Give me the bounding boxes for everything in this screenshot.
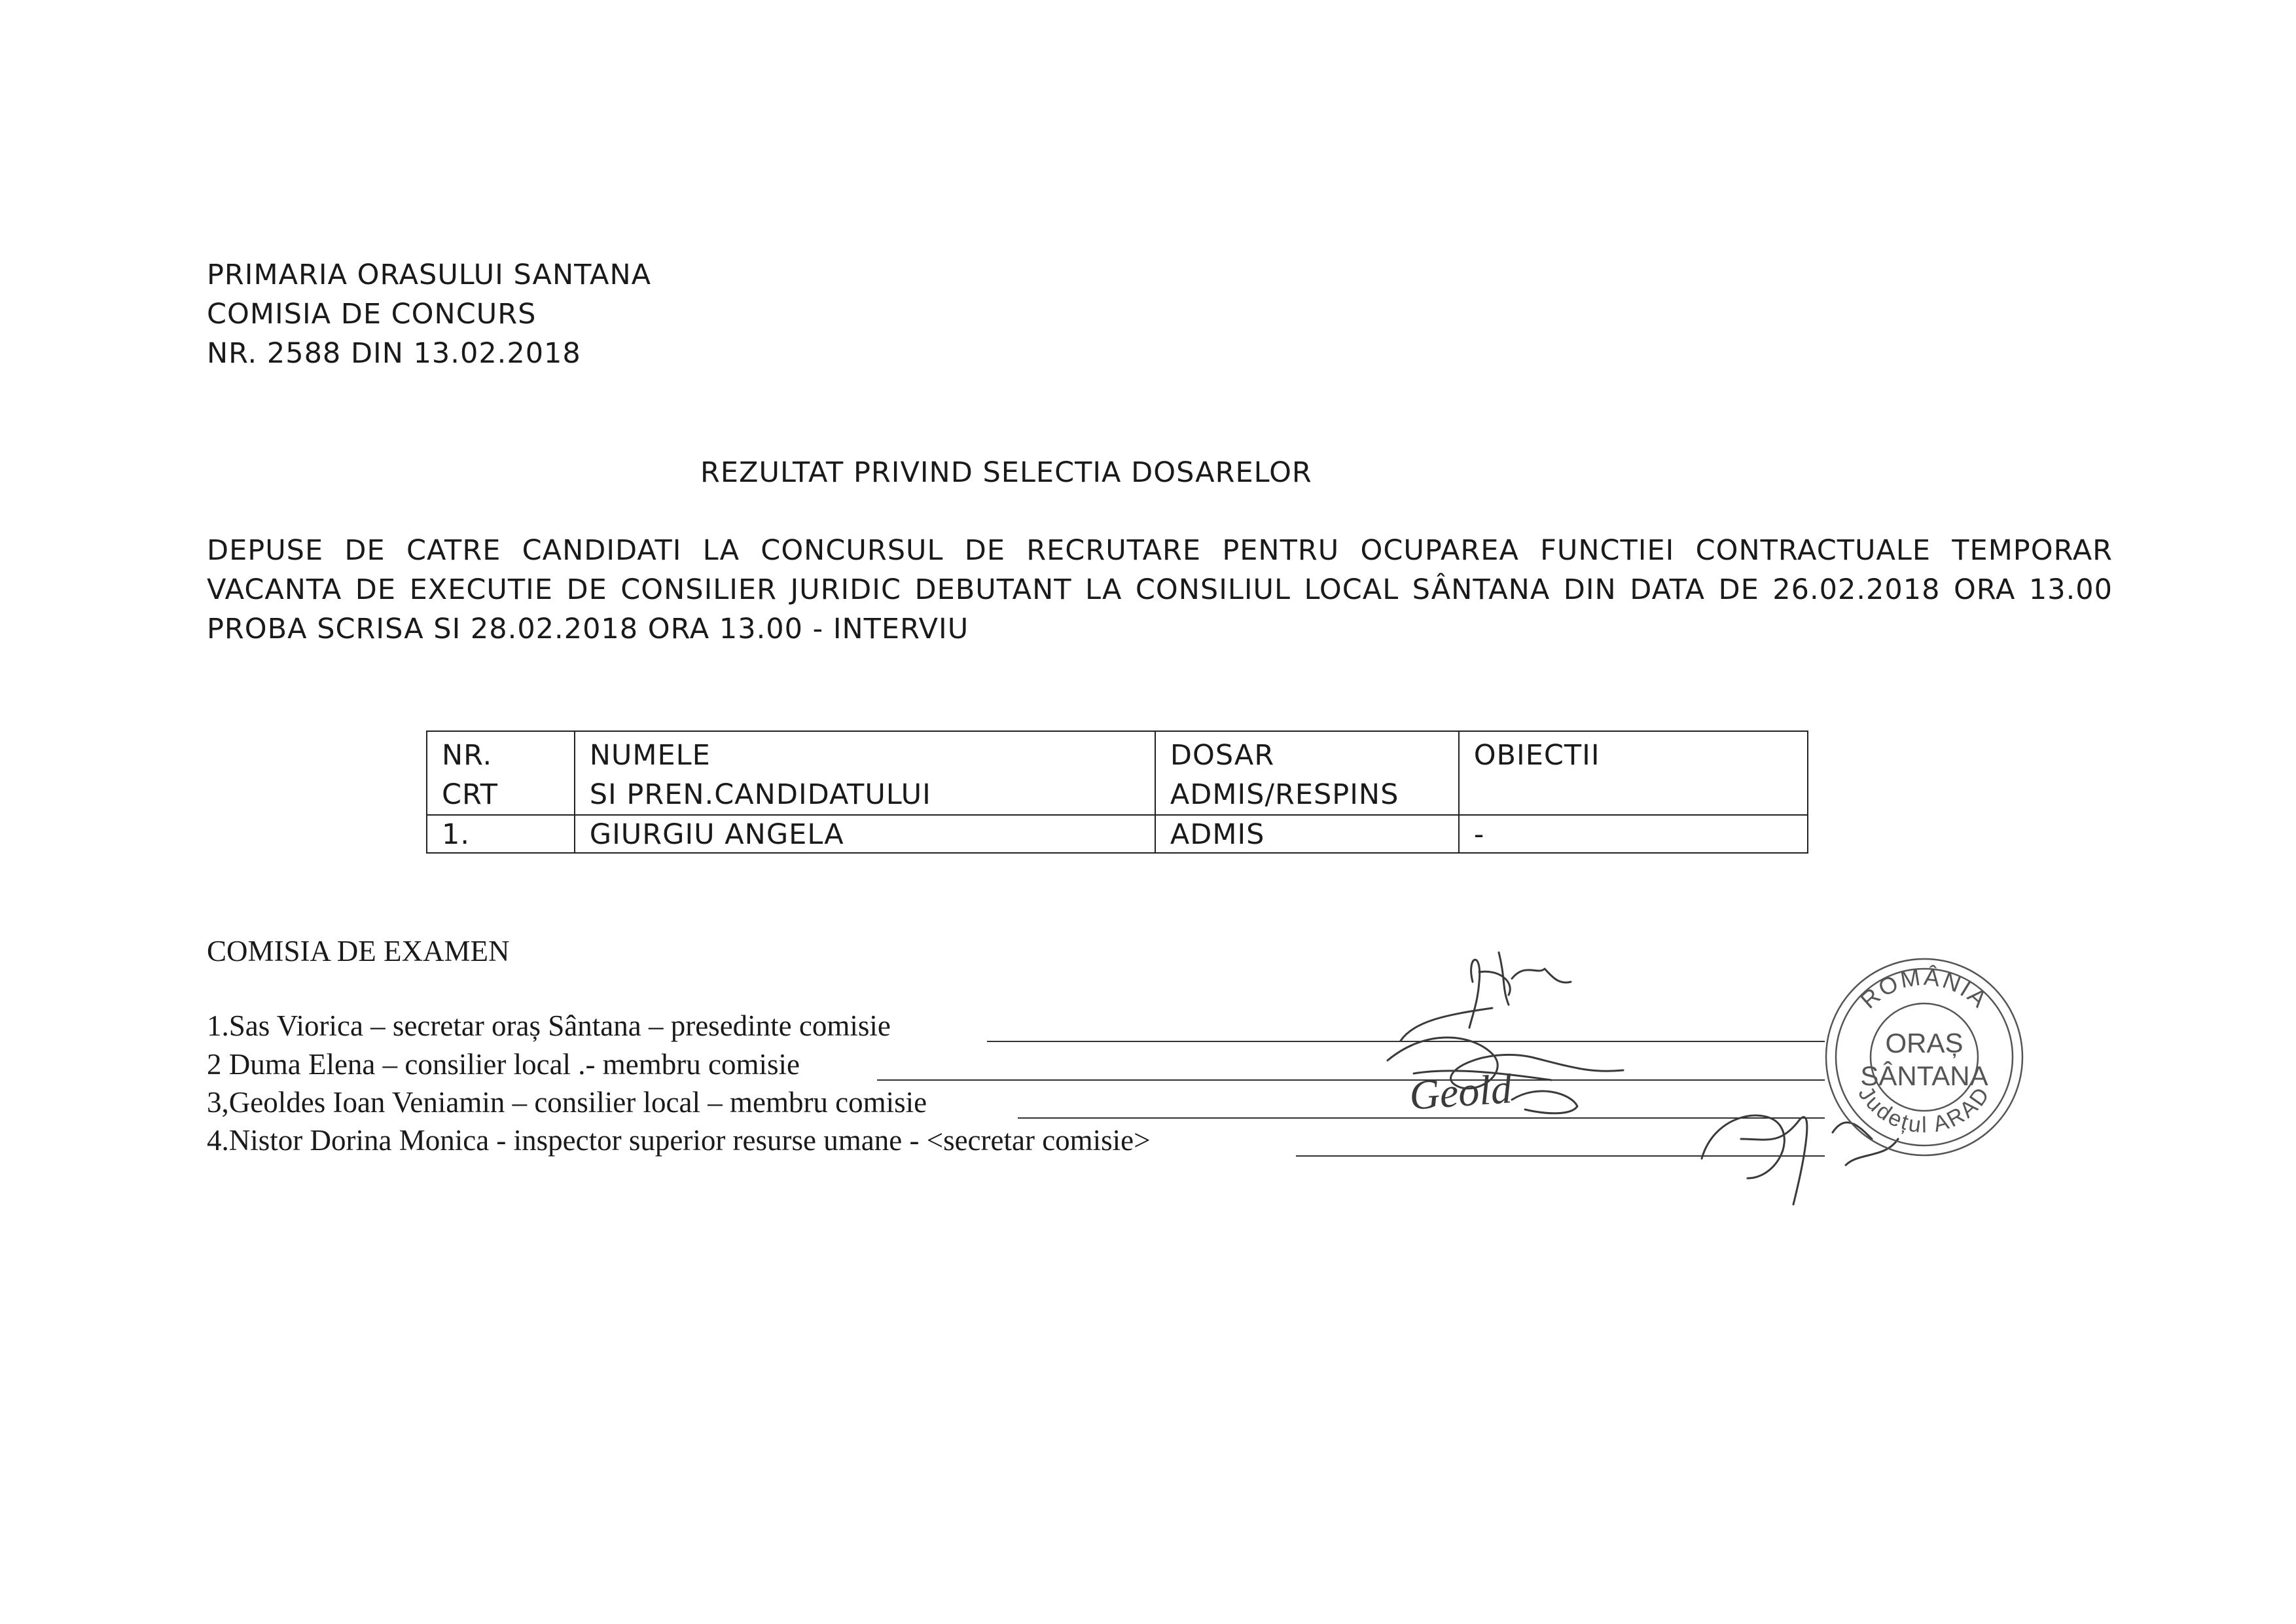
svg-text:Județul ARAD: Județul ARAD (1853, 1081, 1996, 1138)
svg-text:SÂNTANA: SÂNTANA (1860, 1060, 1988, 1091)
committee-member-4: 4.Nistor Dorina Monica - inspector superior resurse umane - <secretar comisie> (207, 1124, 1151, 1157)
document-number: NR. 2588 DIN 13.02.2018 (207, 337, 581, 370)
header-cell-objections: OBIECTII (1459, 731, 1808, 815)
svg-text:ORAȘ: ORAȘ (1885, 1028, 1964, 1058)
committee-title: COMISIA DE EXAMEN (207, 935, 510, 967)
committee-member-3: 3,Geoldes Ioan Veniamin – consilier local – membru comisie (207, 1086, 927, 1119)
signature-3-icon: Geold (1408, 1065, 1514, 1119)
committee-member-1: 1.Sas Viorica – secretar oraș Sântana – presedinte comisie (207, 1009, 891, 1042)
header-cell-name: NUMELE SI PREN.CANDIDATULUI (575, 731, 1155, 815)
committee-name: COMISIA DE CONCURS (207, 298, 537, 331)
cell-nr: 1. (427, 815, 575, 853)
signatures-and-stamp (1374, 943, 2055, 1218)
header-cell-status: DOSAR ADMIS/RESPINS (1155, 731, 1459, 815)
document-description: DEPUSE DE CATRE CANDIDATI LA CONCURSUL DE RECRUTARE PENTRU OCUPAREA FUNCTIEI CONTRACTUALE TEMPORAR VACANTA DE EXECUTIE DE CONSILIER JURIDIC DEBUTANT LA CONSILIUL LOCAL SÂNTANA DIN DATA DE 26.02.2018 ORA 13.00 PROBA SCRISA SI 28.02.2018 ORA 13.00 - INTERVIU (207, 534, 2113, 645)
document-title: REZULTAT PRIVIND SELECTIA DOSARELOR (700, 456, 1312, 489)
signature-4-icon (1702, 1115, 1898, 1204)
table-header-row (427, 731, 1808, 815)
svg-text:ROMÂNIA: ROMÂNIA (1855, 963, 1994, 1014)
signature-1-icon (1401, 952, 1571, 1041)
cell-objections: - (1459, 815, 1808, 853)
cell-candidate-name: GIURGIU ANGELA (575, 815, 1155, 853)
header-cell-nr: NR. CRT (427, 731, 575, 815)
institution-name: PRIMARIA ORASULUI SANTANA (207, 259, 652, 291)
results-table (426, 731, 1808, 854)
document-header (207, 255, 651, 373)
table-row (427, 815, 1808, 853)
cell-status: ADMIS (1155, 815, 1459, 853)
committee-member-2: 2 Duma Elena – consilier local .- membru comisie (207, 1048, 800, 1081)
